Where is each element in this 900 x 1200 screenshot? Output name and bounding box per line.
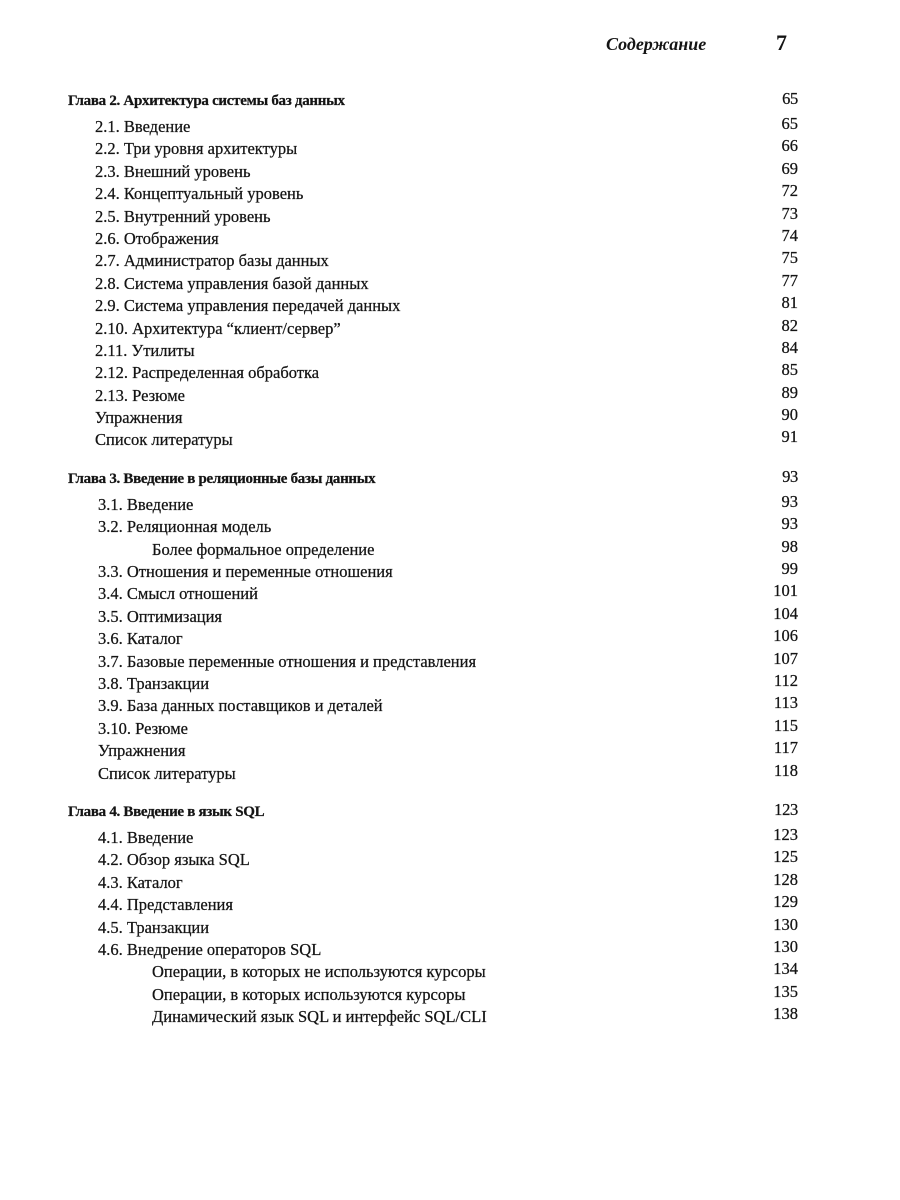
toc-page-number: 77 bbox=[781, 270, 798, 290]
toc-section bbox=[68, 695, 800, 717]
toc-section bbox=[68, 670, 800, 695]
toc-page-number: 130 bbox=[773, 914, 798, 934]
toc-entry-title: Более формальное определение bbox=[152, 539, 375, 559]
toc-entry-title: Операции, в которых не используются курсоры bbox=[152, 962, 486, 982]
toc-page-number: 91 bbox=[781, 427, 798, 447]
toc-subsection bbox=[68, 1006, 800, 1028]
toc-page-number: 89 bbox=[781, 382, 798, 402]
toc-entry-title: 4.2. Обзор языка SQL bbox=[98, 850, 250, 870]
toc-page-number: 75 bbox=[781, 248, 798, 268]
toc-entry-title: 3.2. Реляционная модель bbox=[98, 517, 272, 537]
toc-section bbox=[68, 270, 800, 295]
toc-entry-title: 2.4. Концептуальный уровень bbox=[95, 184, 304, 204]
toc-section bbox=[68, 362, 800, 384]
toc-section bbox=[68, 869, 800, 894]
header-title: Содержание bbox=[606, 34, 707, 54]
toc-page-number: 117 bbox=[773, 738, 798, 758]
toc-section bbox=[68, 760, 800, 785]
toc-section bbox=[68, 491, 800, 516]
toc-entry-title: 3.5. Оптимизация bbox=[98, 606, 223, 626]
toc-entry-title: 2.9. Система управления передачей данных bbox=[95, 296, 401, 316]
toc-page-number: 112 bbox=[773, 670, 798, 690]
toc-entry-title: 2.7. Администратор базы данных bbox=[95, 251, 329, 271]
toc-page-number: 134 bbox=[773, 959, 798, 979]
toc-section bbox=[68, 715, 800, 740]
toc-page-number: 113 bbox=[773, 693, 798, 713]
toc-entry-title: 2.2. Три уровня архитектуры bbox=[95, 139, 298, 159]
toc-entry-title: 4.5. Транзакции bbox=[98, 917, 210, 937]
toc-subsection bbox=[68, 981, 800, 1006]
toc-page-number: 99 bbox=[781, 559, 798, 579]
toc-page-number: 93 bbox=[782, 466, 798, 486]
toc-chapter-heading bbox=[68, 468, 800, 494]
toc-entry-title: Операции, в которых используются курсоры bbox=[152, 984, 466, 1004]
toc-page-number: 98 bbox=[781, 536, 798, 556]
toc-section bbox=[68, 158, 800, 183]
toc-section bbox=[68, 561, 800, 583]
toc-page-number: 104 bbox=[773, 603, 798, 623]
toc-entry-title: 2.13. Резюме bbox=[95, 385, 186, 405]
toc-entry-title: 4.3. Каталог bbox=[98, 872, 183, 892]
toc-section bbox=[68, 894, 800, 916]
toc-section bbox=[68, 138, 800, 160]
toc-entry-title: 2.3. Внешний уровень bbox=[95, 161, 251, 181]
toc-page-number: 74 bbox=[781, 225, 798, 245]
toc-page-number: 118 bbox=[773, 760, 798, 780]
toc-entry-title: 4.6. Внедрение операторов SQL bbox=[98, 939, 322, 959]
toc-section bbox=[68, 382, 800, 407]
toc-section bbox=[68, 516, 800, 538]
toc-entry-title: Список литературы bbox=[95, 430, 233, 450]
toc-page-number: 69 bbox=[781, 158, 798, 178]
toc-section bbox=[68, 337, 800, 362]
toc-entry-title: 3.3. Отношения и переменные отношения bbox=[98, 562, 393, 582]
toc-page-number: 82 bbox=[781, 315, 798, 335]
toc-section bbox=[68, 225, 800, 250]
toc-entry-title: 3.4. Смысл отношений bbox=[98, 584, 258, 604]
toc-section bbox=[68, 936, 800, 961]
toc-section bbox=[68, 824, 800, 849]
toc-section bbox=[68, 203, 800, 228]
toc-entry-title: 4.4. Представления bbox=[98, 895, 233, 915]
toc-entry-title: 2.1. Введение bbox=[95, 117, 191, 136]
toc-entry-title: 2.6. Отображения bbox=[95, 228, 219, 248]
toc-section bbox=[68, 295, 800, 317]
toc-page-number: 106 bbox=[773, 626, 798, 646]
toc-entry-title: 2.11. Утилиты bbox=[95, 340, 195, 360]
toc-page-number: 65 bbox=[782, 89, 798, 108]
toc-section bbox=[68, 603, 800, 628]
toc-section bbox=[68, 116, 800, 138]
toc-section bbox=[68, 429, 800, 451]
toc-page-number: 93 bbox=[781, 491, 798, 511]
toc-entry-title: Глава 3. Введение в реляционные базы данных bbox=[68, 470, 376, 487]
toc-entry-title: 3.1. Введение bbox=[98, 494, 194, 514]
toc-page-number: 84 bbox=[781, 337, 798, 357]
toc-subsection bbox=[68, 961, 800, 983]
toc-entry-title: Глава 2. Архитектура системы баз данных bbox=[68, 93, 345, 109]
toc-page-number: 130 bbox=[773, 936, 798, 956]
toc-section bbox=[68, 583, 800, 605]
toc-section bbox=[68, 628, 800, 650]
toc-entry-title: 2.12. Распределенная обработка bbox=[95, 363, 320, 383]
toc-chapter-heading bbox=[68, 801, 800, 827]
toc-section bbox=[68, 315, 800, 340]
toc-page-number: 93 bbox=[781, 514, 798, 534]
toc-page-number: 65 bbox=[781, 114, 798, 133]
toc-page-number: 101 bbox=[773, 581, 798, 601]
toc-page-number: 128 bbox=[773, 869, 798, 889]
table-of-contents bbox=[68, 90, 800, 1028]
toc-page-number: 129 bbox=[773, 892, 798, 912]
toc-chapter-heading bbox=[68, 90, 800, 116]
toc-page-number: 115 bbox=[773, 715, 798, 735]
toc-entry-title: Упражнения bbox=[98, 741, 186, 761]
toc-page-number: 81 bbox=[781, 293, 798, 313]
toc-section bbox=[68, 849, 800, 871]
toc-entry-title: 3.9. База данных поставщиков и деталей bbox=[98, 696, 383, 716]
toc-section bbox=[68, 250, 800, 272]
toc-page-number: 73 bbox=[781, 203, 798, 223]
toc-subsection bbox=[68, 536, 800, 561]
toc-section bbox=[68, 740, 800, 762]
toc-page-number: 138 bbox=[773, 1004, 798, 1024]
toc-page-number: 90 bbox=[781, 405, 798, 425]
toc-entry-title: 3.10. Резюме bbox=[98, 718, 189, 738]
toc-page-number: 125 bbox=[773, 847, 798, 867]
toc-entry-title: 3.8. Транзакции bbox=[98, 673, 210, 693]
toc-entry-title: 2.8. Система управления базой данных bbox=[95, 273, 369, 293]
toc-entry-title: 4.1. Введение bbox=[98, 827, 194, 847]
toc-page-number: 85 bbox=[781, 360, 798, 380]
toc-page-number: 72 bbox=[781, 181, 798, 201]
toc-entry-title: Динамический язык SQL и интерфейс SQL/CLI bbox=[152, 1007, 487, 1027]
toc-page-number: 123 bbox=[773, 824, 798, 844]
toc-section bbox=[68, 914, 800, 939]
toc-page-number: 123 bbox=[774, 799, 798, 819]
toc-page-number: 135 bbox=[773, 981, 798, 1001]
toc-entry-title: 2.10. Архитектура “клиент/сервер” bbox=[95, 318, 341, 338]
toc-entry-title: 3.7. Базовые переменные отношения и представления bbox=[98, 651, 477, 671]
toc-section bbox=[68, 183, 800, 205]
toc-entry-title: Список литературы bbox=[98, 763, 236, 783]
toc-section bbox=[68, 407, 800, 429]
toc-section bbox=[68, 648, 800, 673]
toc-entry-title: 2.5. Внутренний уровень bbox=[95, 206, 271, 226]
toc-page-number: 66 bbox=[781, 136, 798, 156]
toc-page-number: 107 bbox=[773, 648, 798, 668]
header-page-number: 7 bbox=[776, 30, 787, 55]
toc-entry-title: Упражнения bbox=[95, 408, 183, 428]
toc-entry-title: Глава 4. Введение в язык SQL bbox=[68, 803, 265, 820]
toc-entry-title: 3.6. Каталог bbox=[98, 629, 183, 649]
